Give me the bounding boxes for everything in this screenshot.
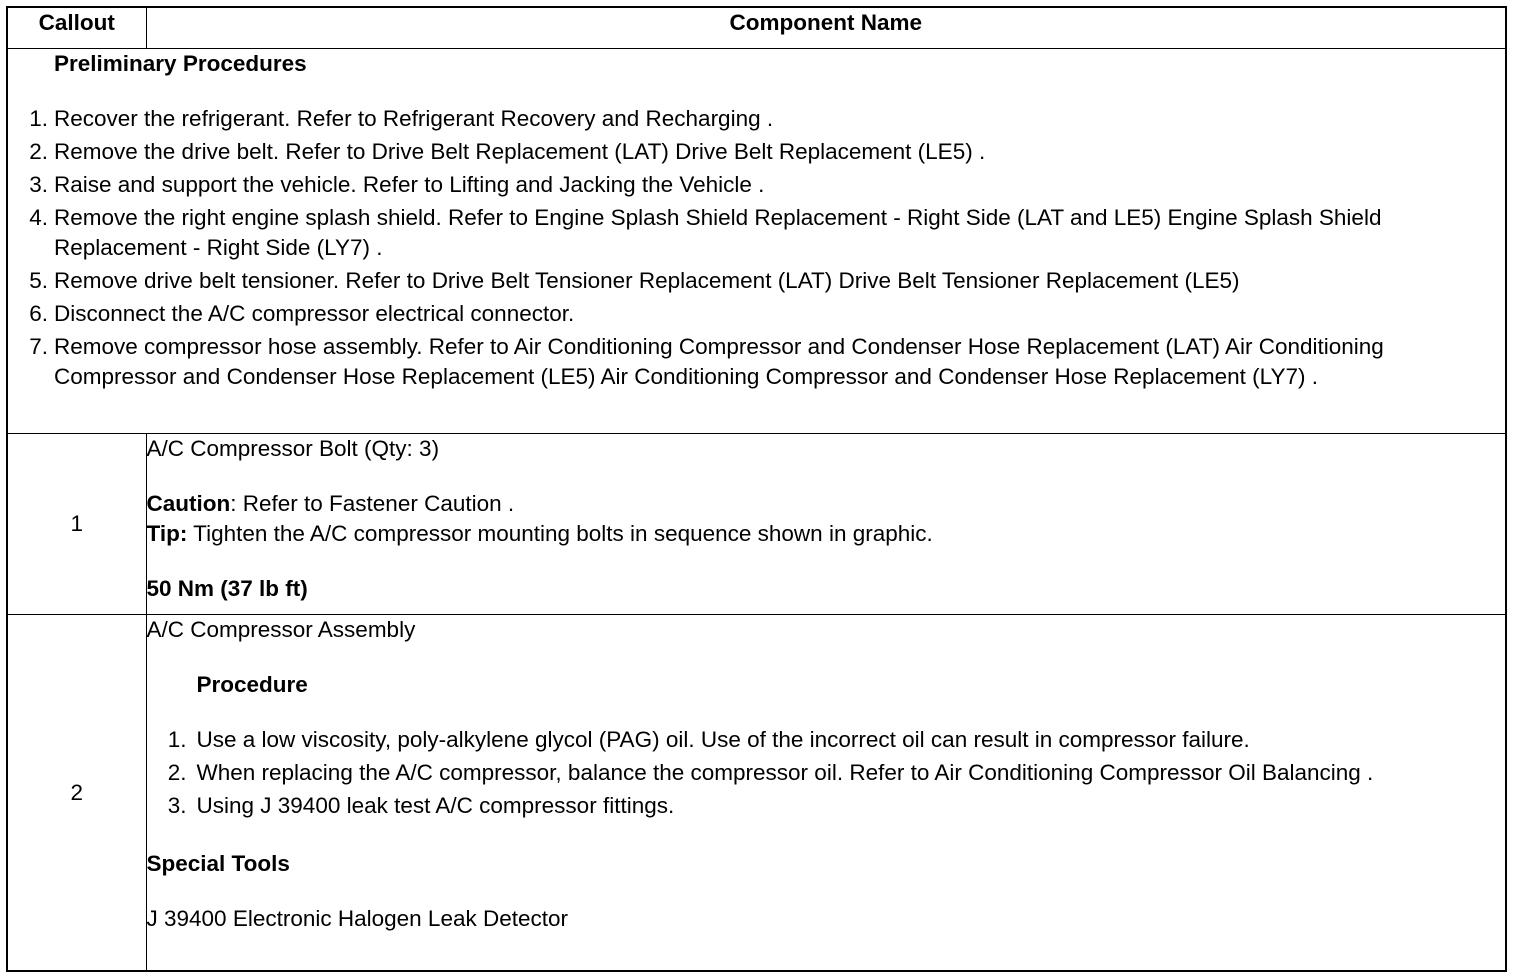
tip-label: Tip: — [146, 521, 188, 546]
caution-line — [147, 489, 1506, 519]
tip-line — [147, 519, 1506, 549]
list-item — [8, 266, 1505, 296]
table-header-row — [7, 7, 1506, 49]
step-text: Using J 39400 leak test A/C compressor fittings. — [196, 793, 675, 818]
step-text: When replacing the A/C compressor, balance the compressor oil. Refer to Air Conditioning Compressor Oil Balancing . — [196, 760, 1374, 785]
special-tool-item: J 39400 Electronic Halogen Leak Detector — [146, 906, 569, 931]
list-item — [147, 791, 1506, 821]
component-cell — [146, 615, 1506, 972]
step-text: Disconnect the A/C compressor electrical connector. — [54, 301, 575, 326]
component-cell — [146, 434, 1506, 615]
special-tools-title: Special Tools — [146, 851, 290, 876]
component-table — [6, 6, 1507, 972]
torque-spec: 50 Nm (37 lb ft) — [146, 576, 308, 601]
step-text: Remove drive belt tensioner. Refer to Drive Belt Tensioner Replacement (LAT) Drive Belt Tensioner Replacement (LE5) — [54, 268, 1240, 293]
step-number: 4. — [29, 205, 48, 230]
preliminary-steps — [8, 104, 1505, 392]
preliminary-title: Preliminary Procedures — [54, 51, 307, 76]
step-number: 2. — [167, 760, 187, 785]
table-row — [7, 434, 1506, 615]
procedure-title: Procedure — [196, 672, 308, 697]
callout-cell: 2 — [7, 615, 146, 972]
list-item — [8, 332, 1505, 392]
preliminary-cell — [7, 49, 1506, 434]
preliminary-row — [7, 49, 1506, 434]
callout-column-header: Callout — [7, 7, 146, 49]
table-row — [7, 615, 1506, 972]
component-name: A/C Compressor Assembly — [146, 617, 416, 642]
step-number: 3. — [167, 793, 187, 818]
list-item — [8, 170, 1505, 200]
procedure-steps — [147, 725, 1506, 821]
step-text: Use a low viscosity, poly-alkylene glycol (PAG) oil. Use of the incorrect oil can result in compressor failure. — [196, 727, 1250, 752]
step-text: Raise and support the vehicle. Refer to Lifting and Jacking the Vehicle . — [54, 172, 765, 197]
list-item — [8, 137, 1505, 167]
list-item — [8, 203, 1505, 263]
step-number: 1. — [29, 106, 48, 131]
step-text: Remove the right engine splash shield. Refer to Engine Splash Shield Replacement - Right Side (LAT and LE5) Engine Splash Shield Replacement - Right Side (LY7) . — [54, 205, 1382, 260]
step-text: Remove compressor hose assembly. Refer to Air Conditioning Compressor and Condenser Hose Replacement (LAT) Air Conditioning Compressor and Condenser Hose Replacement (LE5) Air Conditioning Compressor and Condenser Hose Replacement (LY7) . — [54, 334, 1384, 389]
step-text: Recover the refrigerant. Refer to Refrigerant Recovery and Recharging . — [54, 106, 774, 131]
list-item — [147, 725, 1506, 755]
step-number: 5. — [29, 268, 48, 293]
step-number: 7. — [29, 334, 48, 359]
step-text: Remove the drive belt. Refer to Drive Belt Replacement (LAT) Drive Belt Replacement (LE5) . — [54, 139, 986, 164]
list-item — [8, 299, 1505, 329]
list-item — [8, 104, 1505, 134]
callout-cell: 1 — [7, 434, 146, 615]
component-name: A/C Compressor Bolt (Qty: 3) — [146, 436, 440, 461]
caution-text: : Refer to Fastener Caution . — [230, 491, 515, 516]
step-number: 6. — [29, 301, 48, 326]
list-item — [147, 758, 1506, 788]
step-number: 1. — [167, 727, 187, 752]
component-column-header: Component Name — [146, 7, 1506, 49]
caution-label: Caution — [146, 491, 231, 516]
step-number: 3. — [29, 172, 48, 197]
step-number: 2. — [29, 139, 48, 164]
tip-text: Tighten the A/C compressor mounting bolts in sequence shown in graphic. — [187, 521, 933, 546]
